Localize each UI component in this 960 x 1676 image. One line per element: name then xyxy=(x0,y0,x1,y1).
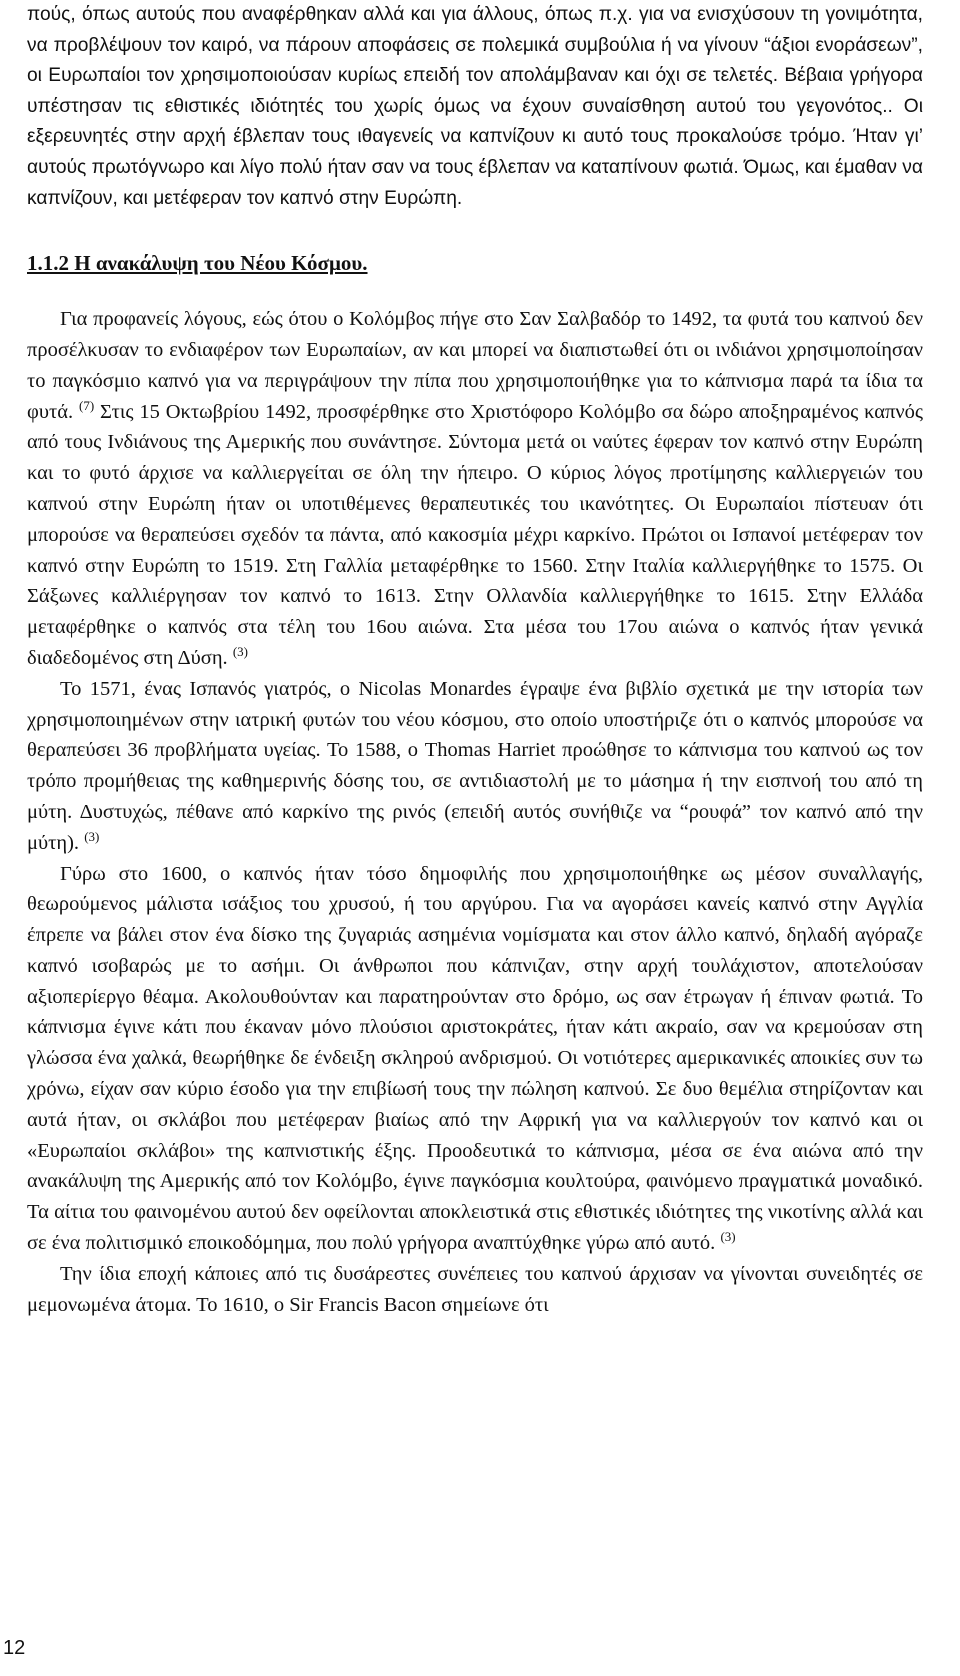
body-paragraph-2 xyxy=(27,674,923,859)
paragraph-text: Για προφανείς λόγους, εώς ότου ο Κολόμβος πήγε στο Σαν Σαλβαδόρ το 1492, τα φυτά του καπνού δεν προσέλκυσαν το ενδιαφέρον των Ευρωπαίων, αν και μπορεί να διαπιστωθεί ότι οι ινδιάνοι χρησιμοποίησαν το παγκόσμιο καπνό για να περιγράψουν την πίπα που χρησιμοποιήθηκε για το κάπνισμα παρά τα ίδια τα φυτά. xyxy=(27,308,923,423)
page-number: 12 xyxy=(3,1637,26,1659)
citation-ref: (3) xyxy=(720,1229,736,1245)
citation-ref: (3) xyxy=(84,828,100,844)
citation-ref: (7) xyxy=(78,397,95,413)
paragraph-text: Γύρω στο 1600, ο καπνός ήταν τόσο δημοφιλής που χρησιμοποιήθηκε ως μέσον συναλλαγής, θεωρούμενος μάλιστα ισάξιος του χρυσού, ή του αργύρου. Για να αγοράσει κανείς καπνό στην Αγγλία έπρεπε να βάλει στον ένα δίσκο της ζυγαριάς ασημένια νομίσματα και στον άλλο καπνό, δηλαδή αγόραζε καπνό ισοβαρώς με το ασήμι. Οι άνθρωποι που κάπνιζαν, στην αρχή τουλάχιστον, αποτελούσαν αξιοπερίεργο θέαμα. Ακολουθούνταν και παρατηρούνταν στο δρόμο, ως σαν έτρωγαν ή έπιναν φωτιά. Το κάπνισμα έγινε κάτι που έκαναν μόνο πλούσιοι αριστοκράτες, ήταν κάτι ακραίο, σαν να κρεμούσαν στη γλώσσα ένα χαλκά, θεωρήθηκε δε ένδειξη σκληρού ανδρισμού. Οι νοτιότερες αμερικανικές αποικίες συν τω χρόνω, είχαν σαν κύριο έσοδο για την επιβίωσή τους την πώληση καπνού. Σε δυο θεμέλια στηρίζονταν και αυτά ήταν, οι σκλάβοι που μετέφεραν βιαίως από την Αφρική για να καλλιεργούν τον καπνό και οι «Ευρωπαίοι σκλάβοι» της καπνιστικής έξης. Προοδευτικά το κάπνισμα, μέσα σε ένα αιώνα από την ανακάλυψη της Αμερικής από τον Κολόμβο, έγινε παγκόσμια κουλτούρα, φαινόμενο πραγματικά μοναδικό. Τα αίτια του φαινομένου αυτού δεν οφείλονται αποκλειστικά στις εθιστικές ιδιότητες της νικοτίνης αλλά και σε ένα πολιτισμικό εποικοδόμημα, που πολύ γρήγορα αναπτύχθηκε γύρω από αυτό. xyxy=(27,862,923,1255)
intro-paragraph: πούς, όπως αυτούς που αναφέρθηκαν αλλά και για άλλους, όπως π.χ. για να ενισχύσουν τη γονιμότητα, να προβλέψουν τον καιρό, να πάρουν αποφάσεις σε πολεμικά συμβούλια ή να γίνουν “άξιοι ενοράσεων”, οι Ευρωπαίοι τον χρησιμοποιούσαν κυρίως επειδή τον απολάμβαναν και όχι σε τελετές. Βέβαια γρήγορα υπέστησαν τις εθιστικές ιδιότητές του χωρίς όμως να έχουν συναίσθηση αυτού του γεγονότος.. Οι εξερευνητές στην αρχή έβλεπαν τους ιθαγενείς να καπνίζουν κι αυτό τους προκαλούσε τρόμο. Ήταν γι’ αυτούς πρωτόγνωρο και λίγο πολύ ήταν σαν να τους έβλεπαν να καταπίνουν φωτιά. Όμως, και έμαθαν να καπνίζουν, και μετέφεραν τον καπνό στην Ευρώπη. xyxy=(27,4,923,209)
paragraph-text: Το 1571, ένας Ισπανός γιατρός, ο Nicolas Monardes έγραψε ένα βιβλίο σχετικά με την ιστορία των χρησιμοποιημένων στην ιατρική φυτών του νέου κόσμου, στο οποίο υποστήριζε ότι ο καπνός μπορούσε να θεραπεύσει 36 προβλήματα υγείας. Το 1588, ο Thomas Harriet προώθησε το κάπνισμα του καπνού ως τον τρόπο προμήθειας της καθημερινής δόσης του, σε αντιδιαστολή με το μάσημα ή την εισπνοή του από τη μύτη. Δυστυχώς, πέθανε από καρκίνο της ρινός (επειδή αυτός συνήθιζε να “ρουφά” τον καπνό από την μύτη). xyxy=(27,677,923,854)
body-paragraph-4 xyxy=(27,1259,923,1321)
citation-ref: (3) xyxy=(232,643,248,659)
section-heading: 1.1.2 Η ανακάλυψη του Νέου Κόσμου. xyxy=(27,251,368,276)
document-page xyxy=(27,0,923,1676)
body-paragraph-3 xyxy=(27,859,923,1259)
paragraph-text: Στις 15 Οκτωβρίου 1492, προσφέρθηκε στο Χριστόφορο Κολόμβο σα δώρο αποξηραμένος καπνός από τους Ινδιάνους της Αμερικής που συνάντησε. Σύντομα μετά οι ναύτες έφεραν τον καπνό στην Ευρώπη και το φυτό άρχισε να καλλιεργείται σε όλη την ήπειρο. Ο κύριος λόγος προτίμησης καλλιεργειών του καπνού στην Ευρώπη ήταν οι υποτιθέμενες θεραπευτικές του ικανότητες. Οι Ευρωπαίοι πίστευαν ότι μπορούσε να θεραπεύσει σχεδόν τα πάντα, από κακοσμία μέχρι καρκίνο. Πρώτοι οι Ισπανοί μετέφεραν τον καπνό στην Ευρώπη το 1519. Στη Γαλλία μεταφέρθηκε το 1560. Στην Ιταλία καλλιεργήθηκε το 1575. Οι Σάξωνες καλλιέργησαν τον καπνό το 1613. Στην Ολλανδία καλλιεργήθηκε το 1615. Στην Ελλάδα μεταφέρθηκε ο καπνός στα τέλη του 16ου αιώνα. Στα μέσα του 17ου αιώνα ο καπνός ήταν γενικά διαδεδομένος στη Δύση. xyxy=(27,400,924,669)
paragraph-text: Την ίδια εποχή κάποιες από τις δυσάρεστες συνέπειες του καπνού άρχισαν να γίνονται συνειδητές σε μεμονωμένα άτομα. Το 1610, ο Sir Francis Bacon σημείωνε ότι xyxy=(27,1262,923,1316)
body-paragraph-1 xyxy=(27,304,923,674)
